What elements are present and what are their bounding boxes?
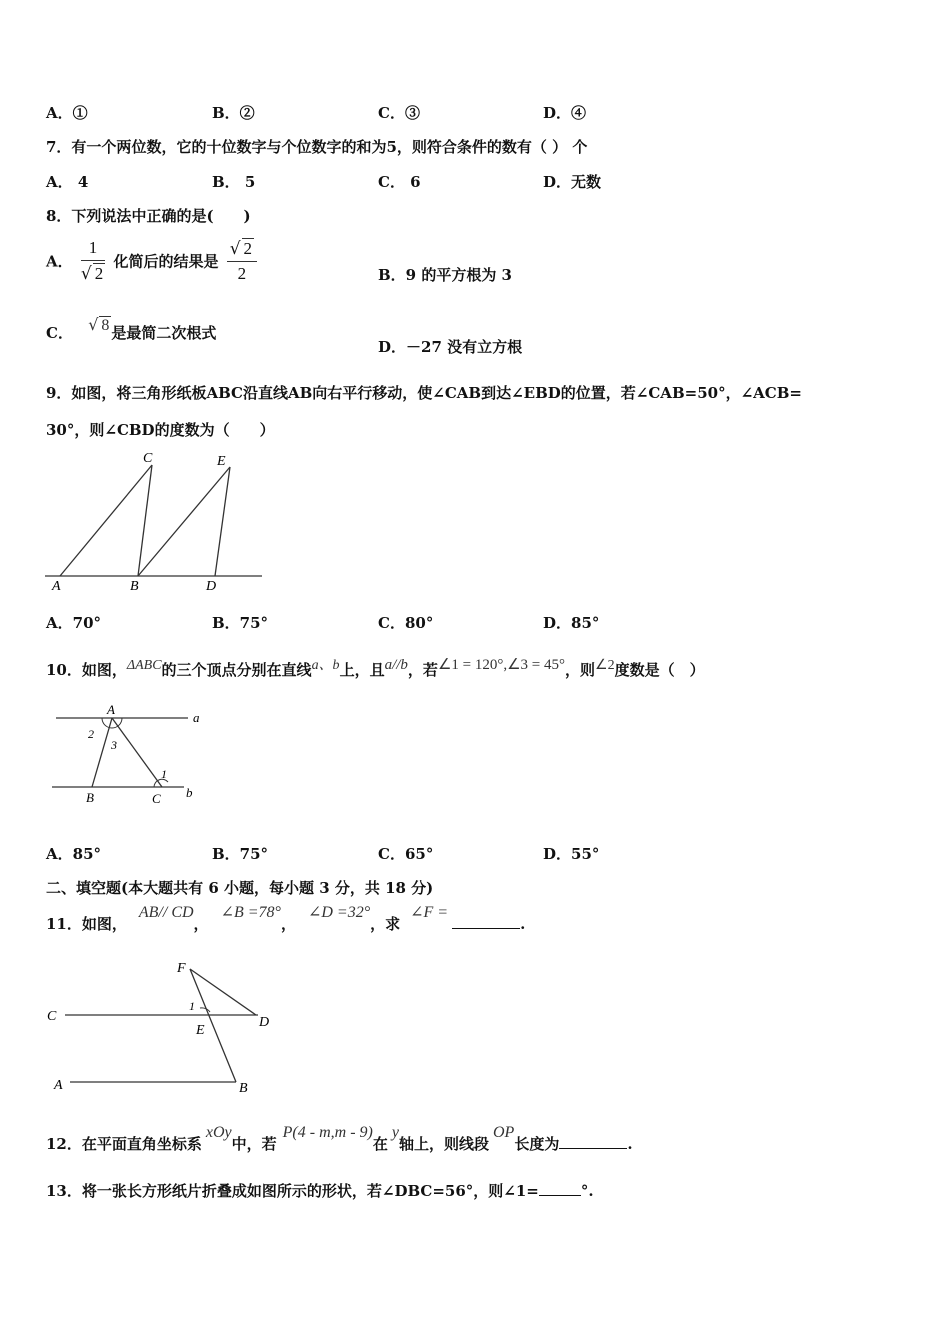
q9-option-d: D．85° bbox=[543, 614, 600, 632]
q11-question: 11．如图，AB// CD，∠B =78°，∠D =32°，求∠F =. bbox=[46, 904, 526, 933]
q10-label-line-b: b bbox=[186, 785, 193, 800]
q6-option-d: D．④ bbox=[543, 104, 587, 122]
q6-option-c: C．③ bbox=[378, 104, 420, 122]
q8-option-c: C． √ 8 是最简二次根式 bbox=[46, 315, 217, 342]
q9-option-a: A．70° bbox=[46, 614, 102, 632]
q9-side-cb bbox=[138, 465, 152, 576]
q9-label-d: D bbox=[206, 579, 217, 594]
q8-fraction-2: $\frac{√ 2}{2}$ bbox=[227, 238, 257, 284]
q10-option-d: D．55° bbox=[543, 845, 600, 863]
q8-option-d: D．－27 没有立方根 bbox=[378, 338, 523, 356]
q8-question: 8．下列说法中正确的是( ) bbox=[46, 207, 251, 225]
q13-answer-blank[interactable] bbox=[539, 1180, 581, 1196]
q10-figure bbox=[48, 702, 208, 812]
q11-label-f: F bbox=[177, 961, 186, 976]
q10-label-a-vertex: A bbox=[107, 702, 115, 717]
q9-label-b: B bbox=[130, 579, 139, 594]
q10-label-line-a: a bbox=[193, 710, 200, 725]
q9-option-c: C．80° bbox=[378, 614, 434, 632]
q11-angle-arc-1 bbox=[200, 1008, 210, 1012]
q8-option-a: A． $\frac{1}{√ 2}$ 化简后的结果是 $\frac{√ 2}{2}$ bbox=[46, 238, 260, 284]
q12-answer-blank[interactable] bbox=[559, 1133, 627, 1149]
q8-fraction-1: $\frac{1}{√ 2}$ bbox=[80, 238, 104, 284]
q7-option-d: D．无数 bbox=[543, 173, 602, 191]
q10-option-c: C．65° bbox=[378, 845, 434, 863]
q10-label-b-vertex: B bbox=[86, 790, 94, 805]
q10-question: 10．如图，ΔABC的三个顶点分别在直线a、b上，且a//b，若∠1 = 120°,∠3 = 45°，则∠2度数是（ ） bbox=[46, 657, 705, 679]
q11-figure bbox=[40, 952, 280, 1098]
q9-label-e: E bbox=[217, 454, 226, 469]
q10-label-1: 1 bbox=[161, 767, 167, 781]
q10-option-a: A．85° bbox=[46, 845, 102, 863]
q10-option-b: B．75° bbox=[212, 845, 269, 863]
q10-side-ab bbox=[92, 718, 112, 787]
q10-label-3: 3 bbox=[111, 738, 117, 752]
q11-label-b: B bbox=[239, 1081, 248, 1096]
q9-side-be bbox=[138, 467, 230, 576]
q8-option-b: B．9 的平方根为 3 bbox=[378, 266, 512, 284]
q6-option-b: B．② bbox=[212, 104, 255, 122]
q7-question: 7．有一个两位数，它的十位数字与个位数字的和为5，则符合条件的数有（ ） 个 bbox=[46, 138, 588, 156]
q11-label-c: C bbox=[47, 1009, 57, 1024]
q9-question-line2: 30°，则∠CBD的度数为（ ） bbox=[46, 421, 275, 439]
q10-side-ac bbox=[112, 718, 162, 787]
q7-option-a: A． 4 bbox=[46, 173, 89, 191]
q11-label-1: 1 bbox=[189, 999, 195, 1013]
q9-label-c: C bbox=[143, 451, 153, 466]
q13-question: 13．将一张长方形纸片折叠成如图所示的形状，若∠DBC=56°，则∠1= °. bbox=[46, 1182, 594, 1200]
q9-question-line1: 9．如图，将三角形纸板ABC沿直线AB向右平行移动，使∠CAB到达∠EBD的位置，若∠CAB=50°，∠ACB= bbox=[46, 384, 802, 402]
q9-side-ed bbox=[215, 467, 230, 576]
q11-label-d: D bbox=[259, 1015, 270, 1030]
q10-label-2: 2 bbox=[88, 727, 94, 741]
q7-option-c: C． 6 bbox=[378, 173, 421, 191]
q9-option-b: B．75° bbox=[212, 614, 269, 632]
q8-radicand: 8 bbox=[101, 317, 110, 334]
q9-figure bbox=[40, 445, 270, 595]
q7-option-b: B． 5 bbox=[212, 173, 256, 191]
q11-label-a: A bbox=[54, 1078, 63, 1093]
q10-label-c-vertex: C bbox=[152, 791, 161, 806]
q9-side-ac bbox=[60, 465, 152, 576]
q11-answer-blank[interactable] bbox=[452, 913, 520, 929]
section-2-heading: 二、填空题(本大题共有 6 小题，每小题 3 分，共 18 分) bbox=[46, 879, 434, 897]
q9-label-a: A bbox=[52, 579, 61, 594]
q6-option-a: A．① bbox=[46, 104, 88, 122]
q12-question: 12．在平面直角坐标系xOy中，若P(4 - m,m - 9)在y轴上，则线段OP长度为 . bbox=[46, 1124, 633, 1153]
q11-label-e: E bbox=[196, 1023, 205, 1038]
